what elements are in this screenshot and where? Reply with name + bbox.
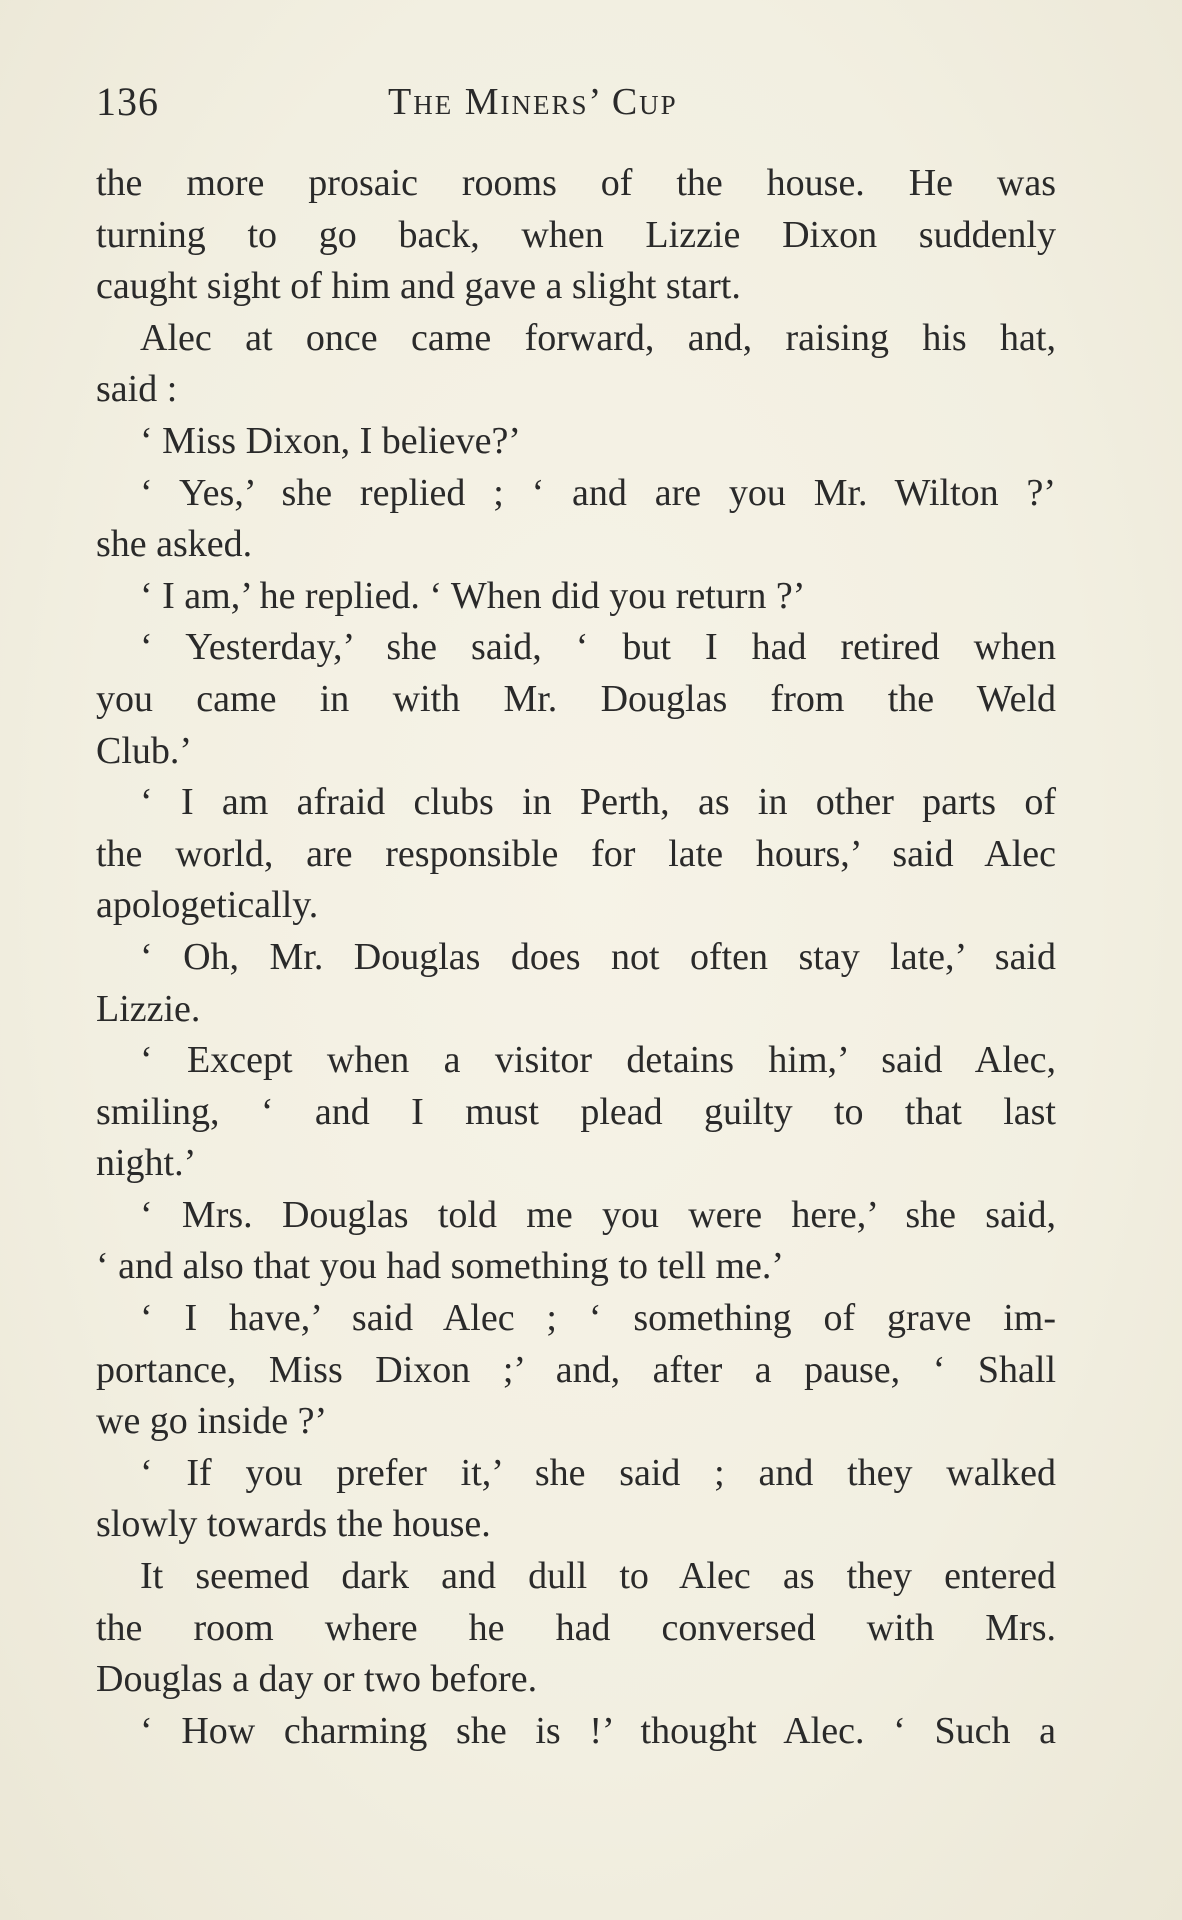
text-line: ‘ Mrs. Douglas told me you were here,’ she said,: [140, 1193, 1056, 1236]
text-line: Lizzie.: [96, 987, 201, 1030]
text-line: Club.’: [96, 729, 193, 772]
text-line: ‘ I am afraid clubs in Perth, as in other parts of: [140, 781, 1056, 824]
text-line: ‘ Miss Dixon, I believe?’: [140, 419, 521, 462]
text-line: we go inside ?’: [96, 1400, 328, 1443]
text-line: she asked.: [96, 523, 253, 566]
text-line: portance, Miss Dixon ;’ and, after a pause, ‘ Shall: [96, 1348, 1056, 1391]
running-head: [96, 78, 1056, 128]
text-line: the world, are responsible for late hours,’ said Alec: [96, 832, 1056, 875]
text-line: you came in with Mr. Douglas from the Weld: [96, 677, 1056, 720]
text-line: ‘ Oh, Mr. Douglas does not often stay late,’ said: [140, 935, 1056, 978]
text-line: the room where he had conversed with Mrs.: [96, 1606, 1056, 1649]
text-line: smiling, ‘ and I must plead guilty to that last: [96, 1090, 1056, 1133]
text-line: ‘ I have,’ said Alec ; ‘ something of grave im-: [140, 1297, 1056, 1340]
body-text: [96, 158, 1056, 1757]
text-line: turning to go back, when Lizzie Dixon suddenly: [96, 213, 1056, 256]
text-line: ‘ I am,’ he replied. ‘ When did you return ?’: [140, 574, 806, 617]
running-title: The Miners’ Cup: [388, 81, 678, 123]
text-line: said :: [96, 368, 178, 411]
text-line: apologetically.: [96, 884, 319, 927]
text-line: ‘ Yesterday,’ she said, ‘ but I had retired when: [140, 626, 1056, 669]
text-line: slowly towards the house.: [96, 1503, 491, 1546]
text-line: Alec at once came forward, and, raising his hat,: [140, 316, 1056, 359]
text-line: ‘ Except when a visitor detains him,’ said Alec,: [140, 1039, 1056, 1082]
text-line: ‘ and also that you had something to tell me.’: [96, 1245, 785, 1288]
text-line: ‘ If you prefer it,’ she said ; and they walked: [140, 1451, 1056, 1494]
page-number: 136: [96, 79, 159, 124]
text-line: caught sight of him and gave a slight start.: [96, 265, 741, 308]
text-line: ‘ Yes,’ she replied ; ‘ and are you Mr. Wilton ?’: [140, 471, 1056, 514]
text-line: It seemed dark and dull to Alec as they entered: [140, 1555, 1056, 1598]
text-line: Douglas a day or two before.: [96, 1658, 538, 1701]
text-line: ‘ How charming she is !’ thought Alec. ‘ Such a: [140, 1709, 1056, 1752]
text-line: night.’: [96, 1142, 197, 1185]
text-line: the more prosaic rooms of the house. He was: [96, 162, 1056, 204]
